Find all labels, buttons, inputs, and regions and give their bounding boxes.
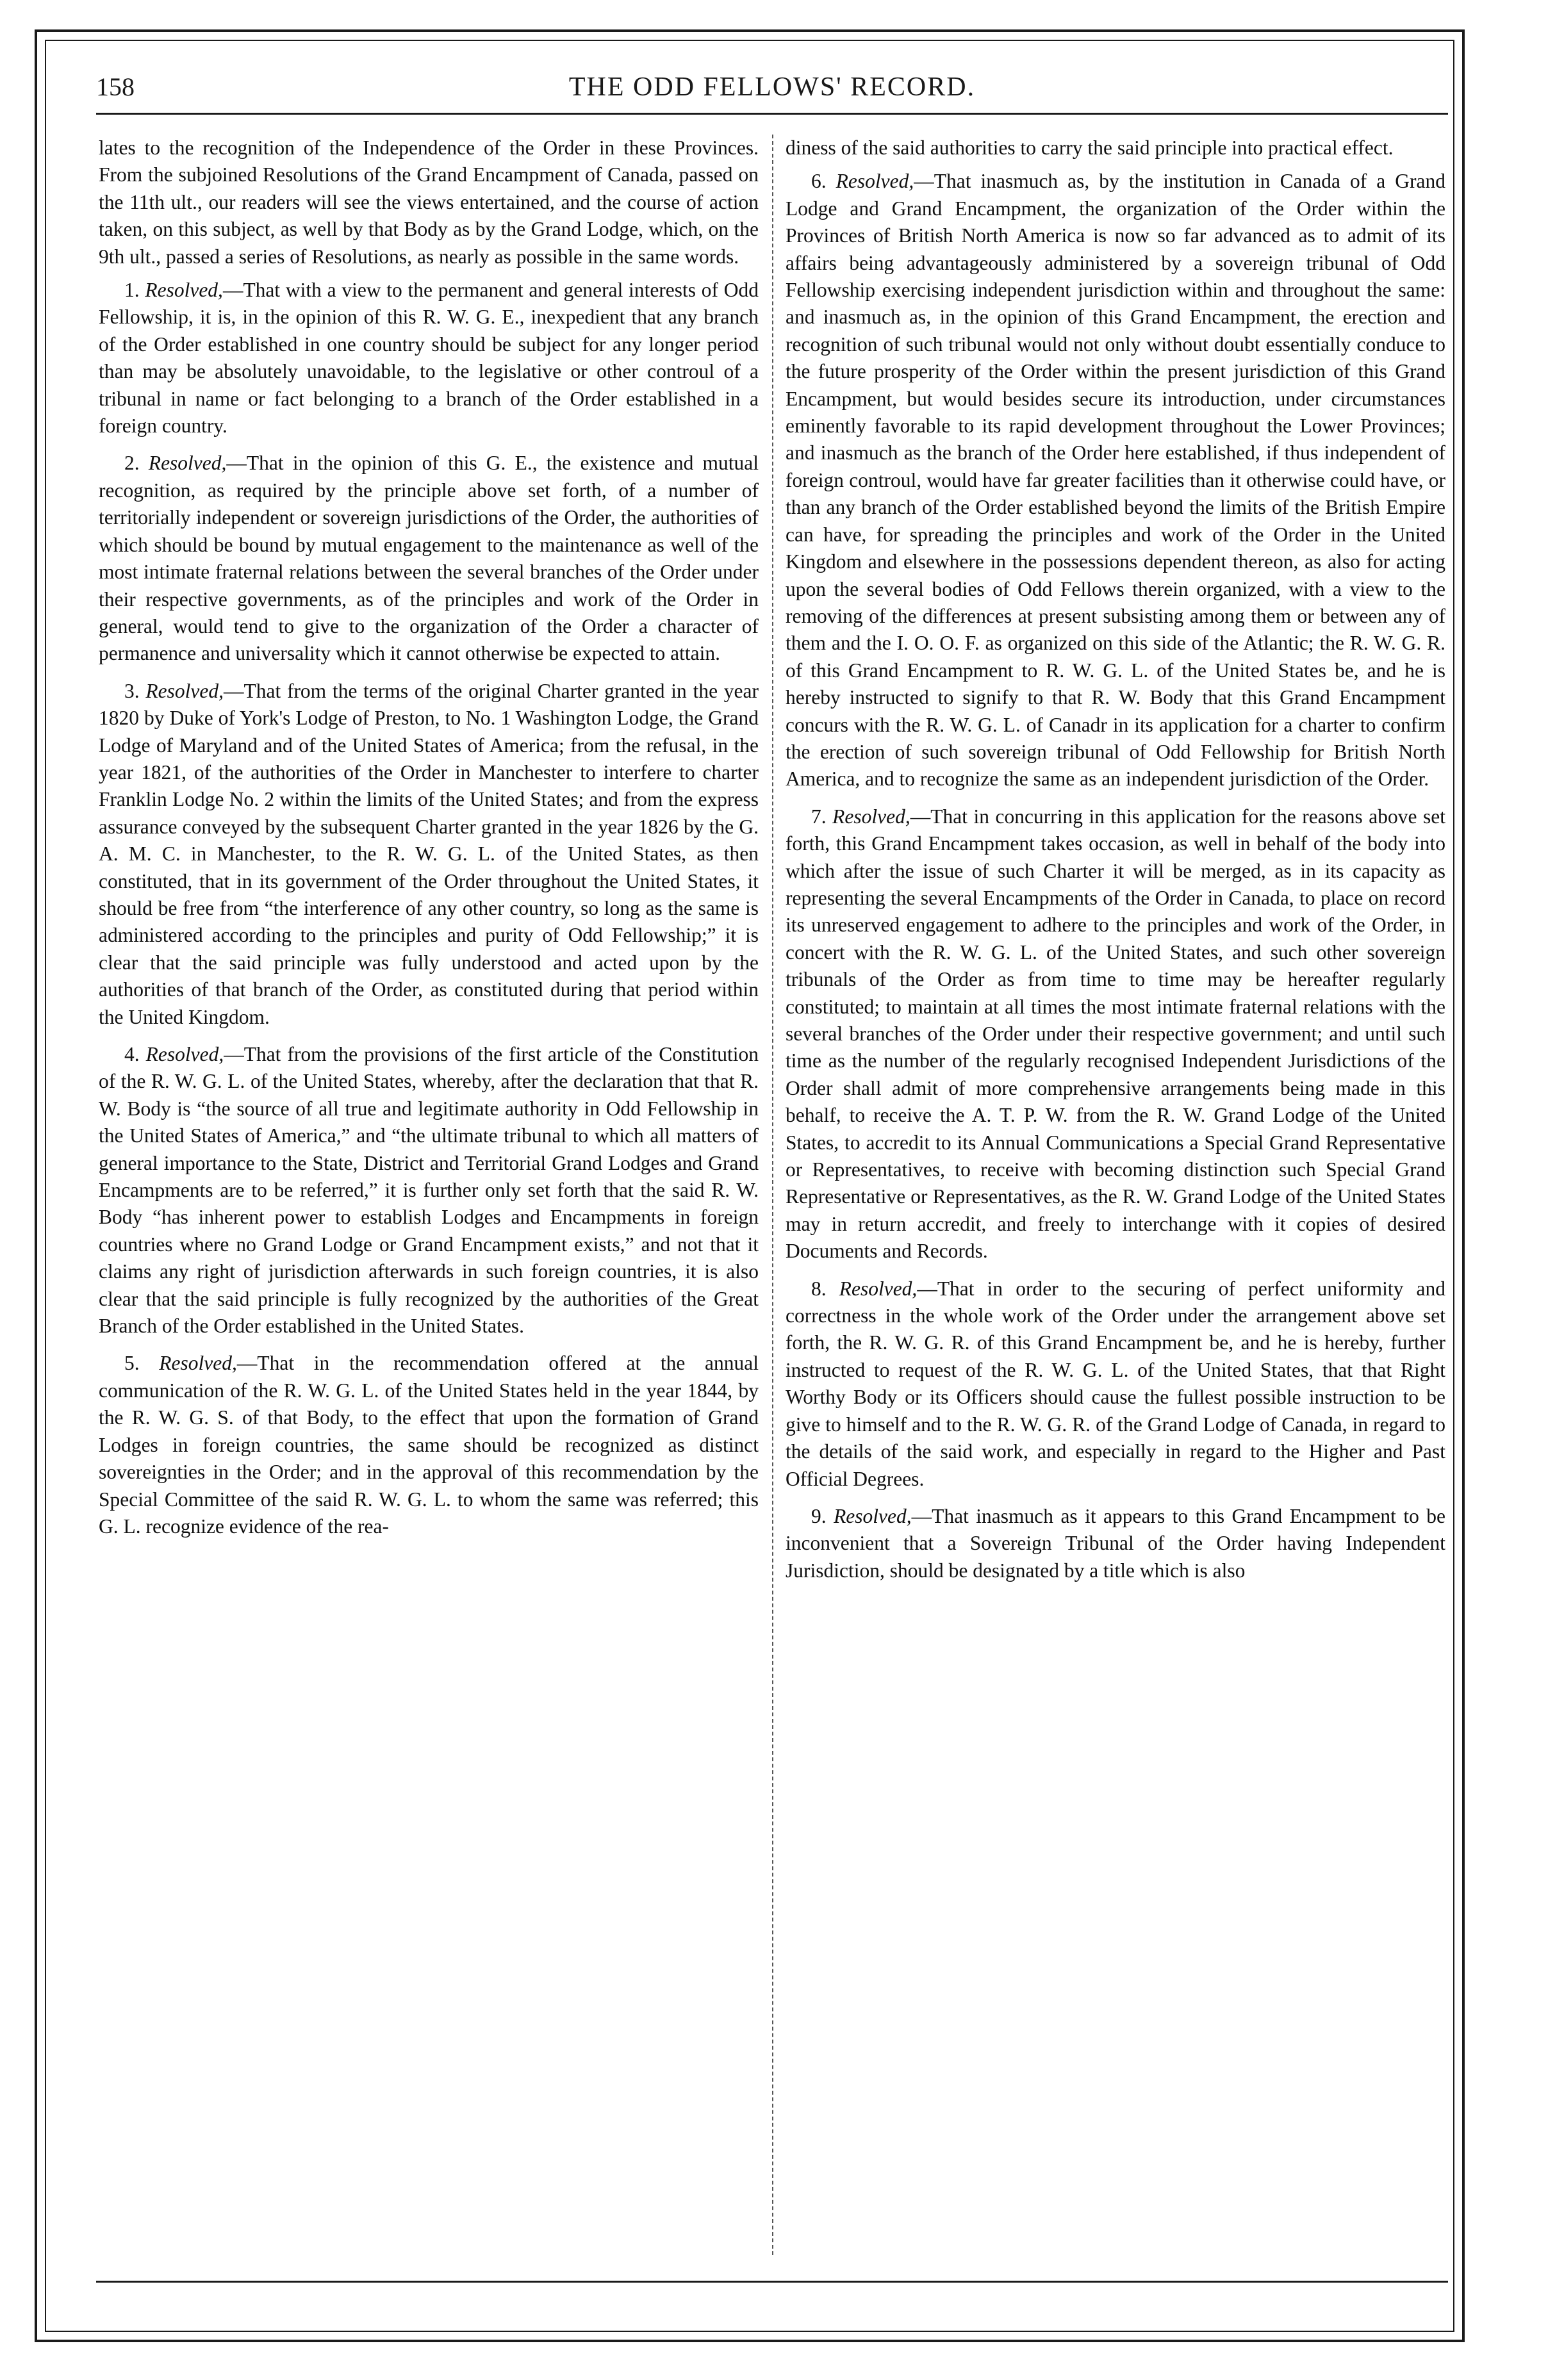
resolution-text: —That inasmuch as, by the institution in Canada of a Grand Lodge and Grand Encampment, the organization of the Order within the Provinces of British North America is now so far advanced as to admit of its affairs being advantageously administered by a sovereign tribunal of Odd Fellowship exercising independent jurisdiction within and throughout the same: and inasmuch as, in the opinion of this Grand Encampment, the erection and recognition of such tribunal would not only without doubt essentially conduce to the future prosperity of the Order within the present jurisdiction of this Grand Encampment, but would besides secure its introduction, under circumstances eminently favorable to its rapid development throughout the Lower Provinces; and inasmuch as the branch of the Order here established, if thus independent of foreign controul, would have far greater facilities than it otherwise could have, or than any branch of the Order established beyond the limits of the British Empire can have, for spreading the principles and work of the Order in the United Kingdom and elsewhere in the possessions dependent thereon, as also for acting upon the several bodies of Odd Fellows therein organized, with a view to the removing of the differences at present subsisting among them or between any of them and the I. O. O. F. as organized on this side of the Atlantic; the R. W. G. R. of this Grand Encampment to R. W. G. L. of the United States be, and he is hereby instructed to signify to that R. W. Body that this Grand Encampment concurs with the R. W. G. L. of Canadr in its application for a charter to confirm the erection of such sovereign tribunal of Odd Fellowship for British North America, and to recognize the same as an independent jurisdiction of the Order. — [786, 170, 1446, 791]
resolution-3 — [99, 678, 759, 1031]
resolved-keyword: Resolved, — [145, 1043, 224, 1065]
running-head: THE ODD FELLOWS' RECORD. — [568, 72, 976, 102]
resolved-keyword: Resolved, — [145, 679, 224, 702]
header-rule — [96, 113, 1448, 115]
resolved-keyword: Resolved, — [145, 279, 223, 302]
resolution-number: 7. — [811, 805, 827, 828]
resolution-number: 8. — [811, 1277, 827, 1300]
left-column — [99, 135, 759, 1540]
column-divider — [772, 135, 773, 2255]
resolution-number: 4. — [124, 1043, 140, 1065]
right-column — [786, 135, 1445, 1584]
resolution-2 — [99, 450, 759, 667]
resolution-7 — [786, 803, 1445, 1265]
resolution-text: —That with a view to the permanent and general interests of Odd Fellowship, it is, in the opinion of this R. W. G. E., inexpedient that any branch of the Order established in one country should be subject for any longer period than may be absolutely unavoidable, to the legislative or other controul of a tribunal in name or fact belonging to a branch of the Order established in a foreign country. — [99, 279, 759, 438]
resolved-keyword: Resolved, — [839, 1277, 918, 1300]
resolved-keyword: Resolved, — [834, 1504, 912, 1527]
resolution-5 — [99, 1350, 759, 1540]
resolution-8 — [786, 1276, 1445, 1493]
resolution-6 — [786, 168, 1445, 792]
resolution-text: —That in concurring in this application for the reasons above set forth, this Grand Encampment takes occasion, as well in behalf of the body into which after the issue of such Charter it will be merged, as in its capacity as representing the several Encampments of the Order in Canada, to place on record its unreserved engagement to adhere to the principles and work of the Order, in concert with the R. W. G. L. of the United States, and such other sovereign tribunals of the Order as from time to time may be hereafter regularly constituted; to maintain at all times the most intimate fraternal relations with the several branches of the Order under their respective government; and until such time as the number of the regularly recognised Independent Jurisdictions of the Order shall admit of more comprehensive arrangements being made in this behalf, to receive the A. T. P. W. from the R. W. Grand Lodge of the United States, to accredit to its Annual Communications a Special Grand Representative or Representatives, to receive with becoming distinction such Special Grand Representative or Representatives, as the R. W. Grand Lodge of the United States may in return accredit, and freely to interchange with it copies of desired Documents and Records. — [786, 805, 1445, 1263]
resolution-text: —That in order to the securing of perfect uniformity and correctness in the whole work of the Order under the arrangement above set forth, the R. W. G. R. of this Grand Encampment be, and he is hereby, further instructed to request of the R. W. G. L. of the United States, that that Right Worthy Body or its Officers should cause the fullest possible instruction to be give to himself and to the R. W. G. R. of the Grand Lodge of Canada, in regard to the details of the said work, and especially in regard to the Higher and Past Official Degrees. — [786, 1277, 1445, 1490]
resolved-keyword: Resolved, — [836, 170, 914, 193]
resolved-keyword: Resolved, — [832, 805, 910, 828]
resolved-keyword: Resolved, — [159, 1352, 237, 1375]
footer-rule — [96, 2281, 1448, 2283]
resolution-number: 9. — [811, 1504, 827, 1527]
carryover-text: diness of the said authorities to carry the said principle into practical effect. — [786, 136, 1394, 159]
resolution-text: —That from the provisions of the first article of the Constitution of the R. W. G. L. of the United States, whereby, after the declaration that that R. W. Body is “the source of all true and legitimate authority in Odd Fellowship in the United States of America,” and “the ultimate tribunal to which all matters of general importance to the State, District and Territorial Grand Lodges and Grand Encampments are to be referred,” it is further only set forth that the said R. W. Body “has inherent power to establish Lodges and Encampments in foreign countries where no Grand Lodge or Grand Encampment exists,” and not that it claims any right of jurisdiction afterwards in such foreign countries, it is also clear that the said principle is fully recognized by the authorities of the Great Branch of the Order established in the United States. — [99, 1043, 759, 1338]
resolution-9 — [786, 1503, 1445, 1584]
page-header — [96, 72, 1448, 117]
resolution-number: 1. — [124, 279, 140, 302]
resolution-number: 6. — [811, 170, 827, 193]
resolution-4 — [99, 1041, 759, 1340]
resolution-text: —That from the terms of the original Charter granted in the year 1820 by Duke of York's Lodge of Preston, to No. 1 Washington Lodge, the Grand Lodge of Maryland and of the United States of America; from the refusal, in the year 1821, of the authorities of the Order in Manchester to interfere to charter Franklin Lodge No. 2 within the limits of the United States; and from the express assurance conveyed by the subsequent Charter granted in the year 1826 by the G. A. M. C. in Manchester, to the R. W. G. L. of the United States, as then constituted, that in its government of the Order throughout the United States, it should be free from “the interference of any other country, so long as the same is administered according to the principles and purity of Odd Fellowship;” it is clear that the said principle was fully understood and acted upon by the authorities of that branch of the Order, as constituted during that period within the United Kingdom. — [99, 679, 759, 1028]
resolved-keyword: Resolved, — [148, 452, 227, 475]
resolution-text: —That inasmuch as it appears to this Grand Encampment to be inconvenient that a Sovereign Tribunal of the Order having Independent Jurisdiction, should be designated by a title which is also — [786, 1504, 1445, 1582]
resolution-number: 5. — [124, 1352, 140, 1375]
resolution-text: —That in the opinion of this G. E., the existence and mutual recognition, as required by the principle above set forth, of a number of territorially independent or sovereign jurisdictions of the Order, the authorities of which should be bound by mutual engagement to the maintenance as well of the most intimate fraternal relations between the several branches of the Order under their respective governments, as of the principles and work of the Order in general, would tend to give to the organization of the Order a character of permanence and universality which it cannot otherwise be expected to attain. — [99, 452, 759, 665]
resolution-number: 3. — [124, 679, 140, 702]
intro-paragraph: lates to the recognition of the Independence of the Order in these Provinces. From the subjoined Resolutions of the Grand Encampment of Canada, passed on the 11th ult., our readers will see the views entertained, and the course of action taken, on this subject, as well by that Body as by the Grand Lodge, which, on the 9th ult., passed a series of Resolutions, as nearly as possible in the same words. — [99, 136, 759, 268]
resolution-1 — [99, 277, 759, 439]
resolution-text: —That in the recommendation offered at the annual communication of the R. W. G. L. of the United States held in the year 1844, by the R. W. G. S. of that Body, to the effect that upon the formation of Grand Lodges in foreign countries, the same should be recognized as distinct sovereignties in the Order; and in the approval of this recommendation by the Special Committee of the said R. W. G. L. to whom the same was referred; this G. L. recognize evidence of the rea- — [99, 1352, 759, 1538]
page-number: 158 — [96, 72, 135, 101]
resolution-number: 2. — [124, 452, 140, 475]
